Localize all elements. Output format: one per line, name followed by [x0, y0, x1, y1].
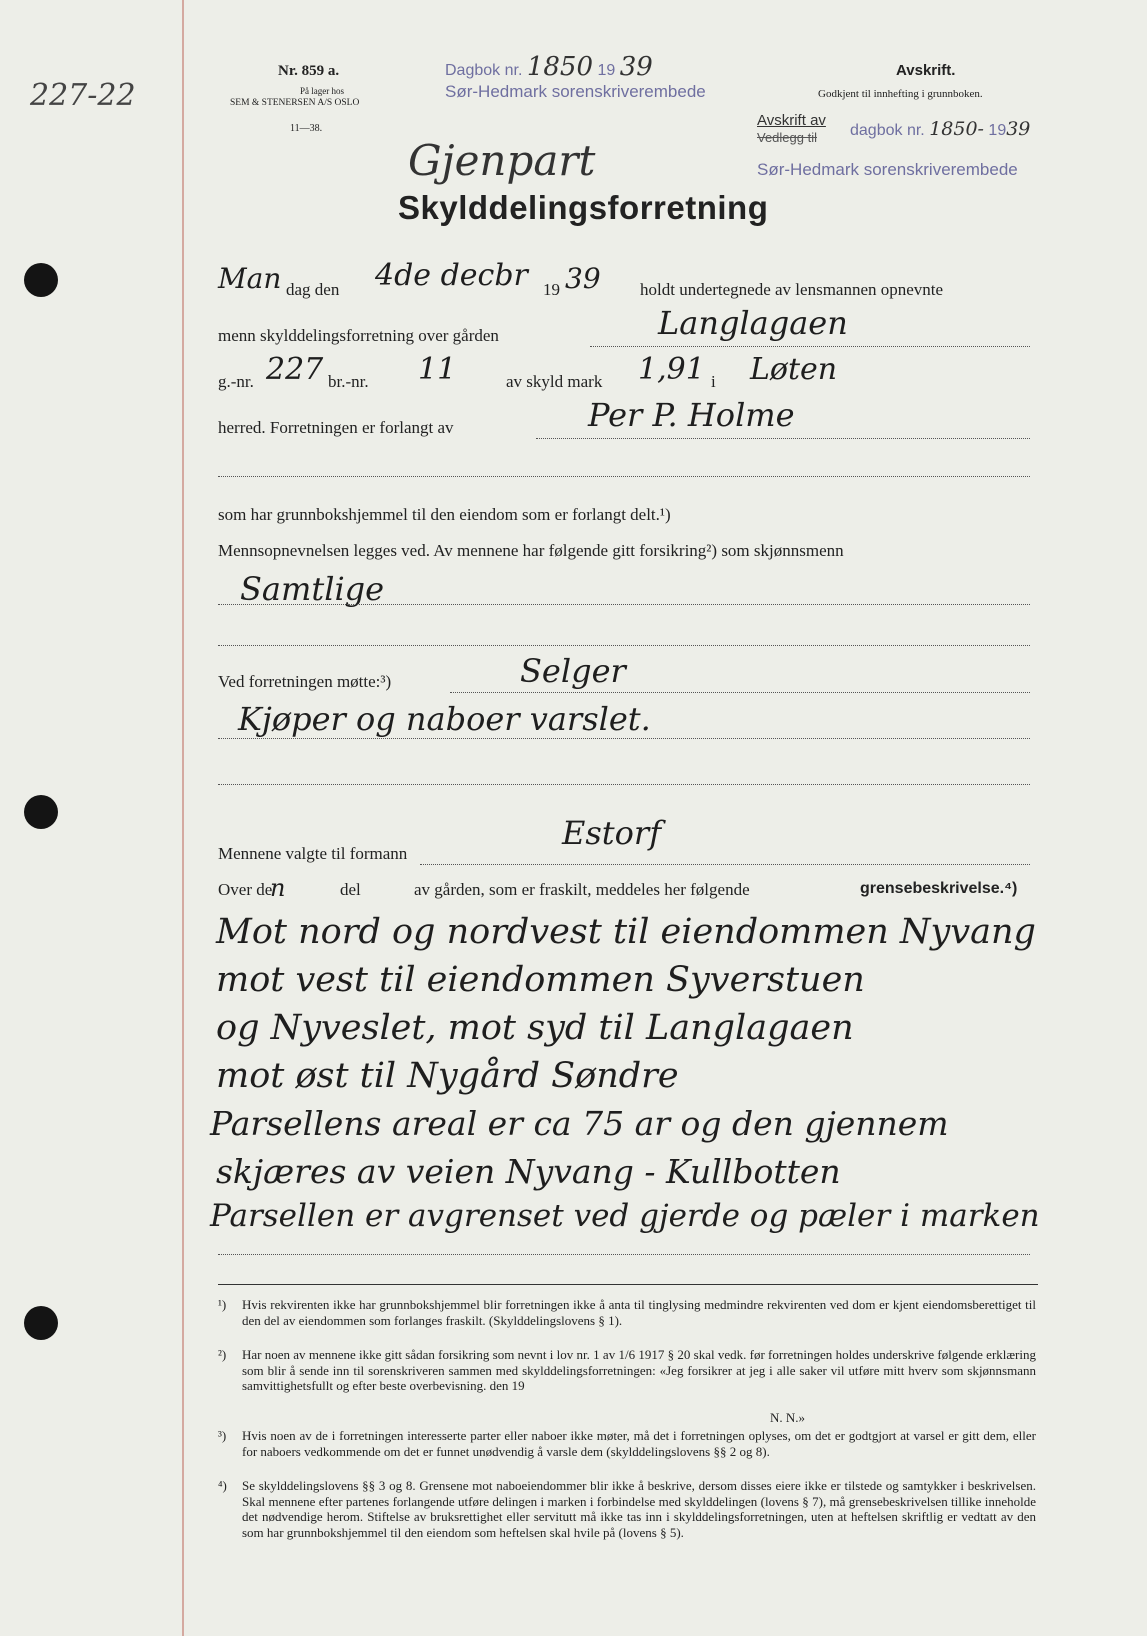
margin-note: 227-22: [30, 78, 136, 113]
form-number: Nr. 859 a.: [278, 63, 340, 79]
motte-label: Ved forretningen møtte:³): [218, 672, 392, 691]
menn-line: Mennsopnevnelsen legges ved. Av mennene har følgende gitt forsikring²) som skjønnsmenn: [218, 541, 844, 560]
gjenpart-handwritten: Gjenpart: [408, 136, 596, 185]
footnote-rule: [218, 1284, 1038, 1285]
form-line-2: menn skylddelingsforretning over gården Langlagaen: [218, 314, 1038, 354]
boundary-line: skjæres av veien Nyvang - Kullbotten: [216, 1152, 841, 1191]
blank-line: [218, 645, 1030, 646]
formann-label: Mennene valgte til formann: [218, 844, 408, 863]
form-line-3: g.-nr. 227 br.-nr. 11 av skyld mark 1,91 i Løten: [218, 352, 838, 391]
footnote-1: ¹) Hvis rekvirenten ikke har grunnbokshjemmel blir forretningen ikke å anta til tinglysing medmindre rekvirenten ved dom er kjent eiendomsberettiget til den del av eiendommen som forlanges fraskilt. (Skylddelingslovens § 1).: [218, 1297, 1036, 1328]
boundary-line: Parsellens areal er ca 75 ar og den gjennem: [210, 1104, 949, 1143]
boundary-line: Mot nord og nordvest til eiendommen Nyvang: [216, 912, 1036, 952]
office-stamp: Sør-Hedmark sorenskriverembede: [445, 82, 706, 101]
footnote-2: ²) Har noen av mennene ikke gitt sådan forsikring som nevnt i lov nr. 1 av 1/6 1917 § 20 skal vedk. før forretningen holdes underskrive følgende erklæring som blir å sende inn til sorenskriveren sammen med skylddelingsforretningen: «Jeg forsikrer at jeg i alle saker vil utføre mitt hverv som skjønnsmann samvittighetsfullt og efter beste overbevisning. den 19: [218, 1347, 1036, 1393]
vedlegg-label: Vedlegg til: [757, 130, 817, 145]
punch-hole: [24, 1306, 58, 1340]
footnote-4: ⁴) Se skylddelingslovens §§ 3 og 8. Grensene mot naboeiendommer blir ikke å beskrive, dersom disses eiere ikke er tilstede og samtykker i beskrivelsen. Skal mennene efter partenes forlangende utføre delingen i marken i forbindelse med skylddelingen (lovens § 7), må grensebeskrivelsen tillike inneholde det nødvendige herom. Stiftelse av bruksrettighet eller servitutt må ikke tas inn i skylddelingsforretningen, uten at heftelsen skriftlig er vedtatt av den som har grunnbokshjemmel til den eiendom som heftelsen skal hvile på (lovens § 5).: [218, 1478, 1036, 1540]
blank-line: [450, 692, 1030, 693]
document-title: Skylddelingsforretning: [398, 189, 769, 226]
margin-rule: [182, 0, 184, 1636]
blank-line: [218, 738, 1030, 739]
boundary-line: mot øst til Nygård Søndre: [216, 1056, 679, 1096]
blank-line: [218, 604, 1030, 605]
boundary-line: og Nyveslet, mot syd til Langlagaen: [216, 1008, 854, 1048]
office-stamp-2: Sør-Hedmark sorenskriverembede: [757, 160, 1018, 179]
form-line-4: herred. Forretningen er forlangt av Per P. Holme: [218, 406, 1038, 446]
motte-handwritten-2: Kjøper og naboer varslet.: [238, 700, 651, 738]
nn-signature: N. N.»: [770, 1410, 806, 1425]
forsikring-handwritten: Samtlige: [240, 570, 385, 608]
avskrift-of-label: Avskrift av: [757, 112, 826, 129]
grunnbok-line: som har grunnbokshjemmel til den eiendom som er forlangt delt.¹): [218, 505, 671, 524]
print-date: 11—38.: [290, 123, 323, 134]
blank-line: [218, 476, 1030, 477]
blank-line: [218, 784, 1030, 785]
punch-hole: [24, 795, 58, 829]
publisher-line2: SEM & STENERSEN A/S OSLO: [230, 98, 360, 108]
form-line-1: Man dag den 4de decbr 19 39 holdt undertegnede av lensmannen opnevnte: [218, 258, 944, 299]
avskrift-title: Avskrift.: [896, 62, 956, 79]
motte-handwritten-1: Selger: [520, 652, 626, 690]
blank-line: [420, 864, 1030, 865]
dagbok-stamp: Dagbok nr. 1850 19 39: [445, 52, 653, 82]
boundary-line: mot vest til eiendommen Syverstuen: [216, 960, 865, 1000]
boundary-line: Parsellen er avgrenset ved gjerde og pæler i marken: [210, 1198, 1040, 1234]
formann-handwritten: Estorf: [562, 814, 662, 852]
footnote-3: ³) Hvis noen av de i forretningen interesserte parter eller naboer ikke møter, må det i forretningen oplyses, om det er godtgjort at varsel er gitt dem, eller for naboers vedkommende om det er funnet unødvendig å varsle dem (skylddelingslovens §§ 2 og 8).: [218, 1428, 1036, 1459]
publisher-line1: På lager hos: [300, 86, 344, 96]
punch-hole: [24, 263, 58, 297]
over-line: Over de n del av gården, som er fraskilt, meddeles her følgende grensebeskrivelse.⁴): [218, 874, 1018, 902]
dagbok-number-line: dagbok nr. 1850- 1939: [850, 118, 1031, 140]
blank-line: [218, 1254, 1030, 1255]
avskrift-subtitle: Godkjent til innhefting i grunnboken.: [818, 88, 983, 100]
